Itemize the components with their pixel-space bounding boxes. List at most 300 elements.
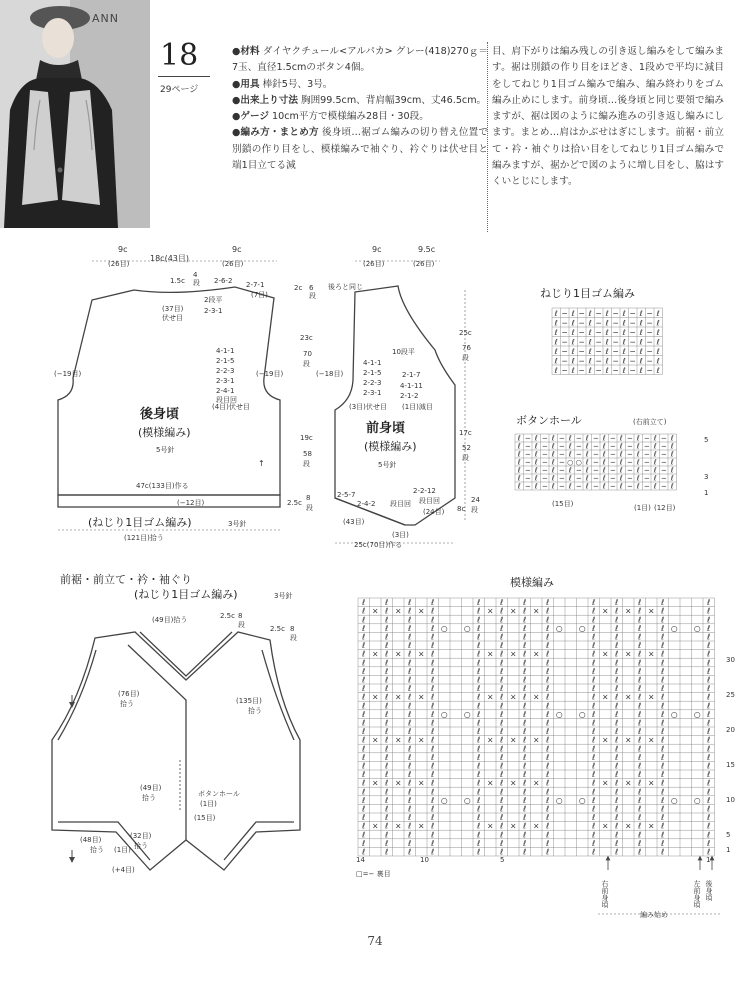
front-r-3: 段 — [462, 354, 469, 362]
stitch-symbol: ℓ — [638, 752, 642, 762]
stitch-symbol: ℓ — [385, 735, 389, 745]
stitch-symbol: ℓ — [638, 649, 642, 659]
edging-sub: (ねじり1目ゴム編み) — [134, 588, 238, 601]
stitch-symbol: ℓ — [431, 804, 435, 814]
stitch-symbol: ℓ — [656, 347, 660, 356]
front-r-6: 段 — [462, 454, 469, 462]
stitch-symbol: ℓ — [523, 838, 527, 848]
stitch-symbol: ℓ — [477, 649, 481, 659]
pattern-col-1: 1 — [706, 856, 711, 864]
stitch-symbol: ℓ — [500, 658, 504, 668]
stitch-symbol: ℓ — [661, 847, 665, 857]
stitch-symbol: − — [609, 465, 616, 475]
stitch-symbol: ℓ — [408, 778, 412, 788]
stitch-symbol: ℓ — [362, 787, 366, 797]
stitch-symbol: ℓ — [661, 675, 665, 685]
stitch-symbol: ℓ — [653, 449, 657, 459]
back-hem: 47c(133目)作る — [136, 482, 189, 490]
edging-l11: 拾う — [248, 707, 262, 715]
back-neck-3: 段 — [193, 279, 200, 287]
stitch-symbol: ℓ — [592, 761, 596, 771]
stitch-symbol: ℓ — [653, 465, 657, 475]
stitch-symbol: ℓ — [385, 666, 389, 676]
vest-outline — [52, 632, 300, 870]
stitch-symbol: ℓ — [523, 701, 527, 711]
stitch-symbol: ℓ — [385, 813, 389, 823]
stitch-symbol: ℓ — [477, 830, 481, 840]
stitch-symbol: ℓ — [638, 795, 642, 805]
stitch-symbol: ℓ — [362, 649, 366, 659]
stitch-symbol: ℓ — [638, 675, 642, 685]
front-pattern: (模様編み) — [364, 440, 417, 453]
stitch-symbol: ℓ — [431, 735, 435, 745]
stitch-symbol: ℓ — [546, 761, 550, 771]
stitch-symbol: ℓ — [500, 770, 504, 780]
pattern-start: 編み始め — [640, 911, 668, 919]
stitch-symbol: ℓ — [639, 347, 643, 356]
stitch-symbol: ℓ — [362, 709, 366, 719]
back-dim-5: (26目) — [222, 260, 244, 268]
stitch-symbol: − — [643, 465, 650, 475]
stitch-symbol: ℓ — [661, 830, 665, 840]
stitch-symbol: ℓ — [500, 718, 504, 728]
stitch-symbol: − — [629, 318, 636, 328]
stitch-symbol: ℓ — [477, 761, 481, 771]
stitch-symbol: ℓ — [602, 473, 606, 483]
stitch-symbol: × — [602, 692, 609, 702]
back-arm-1: 4-1-1 — [216, 347, 235, 355]
stitch-symbol: ℓ — [431, 615, 435, 625]
back-neck-8: (7目) — [251, 291, 268, 299]
pattern-col-10: 10 — [420, 856, 429, 864]
stitch-symbol: ℓ — [661, 821, 665, 831]
stitch-symbol: ℓ — [615, 649, 619, 659]
edging-l16: (15目) — [194, 814, 216, 822]
stitch-symbol: × — [487, 778, 494, 788]
stitch-symbol: ℓ — [615, 641, 619, 651]
stitch-symbol: ℓ — [385, 598, 389, 608]
back-arm-3: 2-2-3 — [216, 367, 235, 375]
stitch-symbol: ℓ — [362, 727, 366, 737]
stitch-symbol: ℓ — [362, 598, 366, 608]
stitch-symbol: ℓ — [408, 641, 412, 651]
stitch-symbol: ℓ — [707, 606, 711, 616]
stitch-symbol: ℓ — [656, 356, 660, 366]
stitch-symbol: − — [643, 441, 650, 451]
stitch-symbol: ℓ — [362, 813, 366, 823]
stitch-symbol: − — [612, 328, 619, 337]
stitch-symbol: ℓ — [605, 309, 609, 318]
stitch-symbol: ℓ — [523, 813, 527, 823]
page-reference: 29ページ — [160, 85, 199, 95]
stitch-symbol: ℓ — [546, 701, 550, 711]
stitch-symbol: ℓ — [431, 752, 435, 762]
stitch-symbol: ℓ — [477, 847, 481, 857]
stitch-symbol: ℓ — [707, 718, 711, 728]
stitch-symbol: ℓ — [636, 457, 640, 467]
stitch-symbol: ○ — [575, 457, 582, 467]
stitch-symbol: ℓ — [500, 778, 504, 788]
stitch-symbol: ℓ — [707, 727, 711, 737]
stitch-symbol: ℓ — [408, 838, 412, 848]
stitch-symbol: ℓ — [592, 632, 596, 642]
stitch-symbol: ℓ — [588, 318, 592, 328]
stitch-symbol: ℓ — [656, 328, 660, 337]
stitch-symbol: ℓ — [408, 804, 412, 814]
stitch-symbol: × — [533, 735, 540, 745]
stitch-symbol: ℓ — [615, 761, 619, 771]
stitch-symbol: ℓ — [408, 821, 412, 831]
stitch-symbol: ℓ — [500, 598, 504, 608]
stitch-symbol: × — [625, 821, 632, 831]
stitch-symbol: ℓ — [707, 675, 711, 685]
stitch-symbol: ℓ — [592, 709, 596, 719]
stitch-symbol: − — [626, 433, 633, 443]
edging-l13: 拾う — [142, 794, 156, 802]
stitch-symbol: ℓ — [585, 457, 589, 467]
stitch-symbol: ℓ — [362, 615, 366, 625]
stitch-symbol: − — [626, 441, 633, 451]
stitch-symbol: ℓ — [477, 675, 481, 685]
stitch-symbol: − — [558, 465, 565, 475]
stitch-symbol: ℓ — [523, 761, 527, 771]
stitch-symbol: ℓ — [546, 795, 550, 805]
stitch-symbol: − — [646, 347, 653, 356]
stitch-symbol: ℓ — [661, 615, 665, 625]
stitch-symbol: − — [592, 441, 599, 451]
stitch-symbol: ℓ — [622, 318, 626, 328]
stitch-symbol: ℓ — [615, 770, 619, 780]
stitch-symbol: ℓ — [707, 813, 711, 823]
stitch-symbol: ℓ — [500, 838, 504, 848]
front-h-2: 70 — [303, 350, 312, 358]
edging-l6: 8 — [290, 625, 295, 633]
stitch-symbol: ℓ — [639, 318, 643, 328]
back-neck-1: 1.5c — [170, 277, 185, 285]
stitch-symbol: ℓ — [707, 744, 711, 754]
stitch-symbol: ℓ — [661, 709, 665, 719]
stitch-symbol: ℓ — [523, 684, 527, 694]
stitch-symbol: − — [541, 441, 548, 451]
stitch-symbol: ℓ — [362, 666, 366, 676]
stitch-symbol: × — [648, 735, 655, 745]
stitch-symbol: ℓ — [477, 727, 481, 737]
stitch-symbol: × — [372, 692, 379, 702]
stitch-symbol: ℓ — [661, 649, 665, 659]
stitch-symbol: ℓ — [585, 465, 589, 475]
stitch-symbol: ℓ — [619, 441, 623, 451]
stitch-symbol: ℓ — [523, 735, 527, 745]
stitch-symbol: ℓ — [385, 752, 389, 762]
stitch-symbol: × — [602, 606, 609, 616]
stitch-symbol: ℓ — [385, 830, 389, 840]
pattern-number: 18 — [160, 38, 199, 73]
back-neck-9: 2段平 — [204, 296, 223, 304]
front-neck-9: (3目)伏せ目 — [349, 403, 387, 411]
stitch-symbol: ℓ — [707, 770, 711, 780]
edging-l3: 8 — [238, 612, 243, 620]
stitch-symbol: ℓ — [408, 761, 412, 771]
stitch-symbol: − — [595, 356, 602, 366]
stitch-symbol: ℓ — [385, 641, 389, 651]
front-r-5: 52 — [462, 444, 471, 452]
stitch-symbol: ℓ — [534, 441, 538, 451]
stitch-symbol: ℓ — [638, 658, 642, 668]
stitch-symbol: ℓ — [385, 727, 389, 737]
front-neck-3: 2-1-5 — [363, 369, 382, 377]
stitch-symbol: − — [595, 318, 602, 328]
buttonhole-row-5: 5 — [704, 436, 709, 444]
back-body-diagram — [54, 245, 284, 542]
stitch-symbol: × — [487, 735, 494, 745]
stitch-symbol: − — [595, 337, 602, 347]
stitch-symbol: − — [612, 318, 619, 328]
stitch-symbol: ℓ — [362, 795, 366, 805]
material-text: ダイヤクチュール<アルパカ> グレー(418)270ｇ＝7玉、直径1.5cmのボタン4個。 — [232, 46, 488, 74]
stitch-symbol: ℓ — [517, 441, 521, 451]
stitch-symbol: ℓ — [500, 666, 504, 676]
stitch-symbol: ℓ — [661, 684, 665, 694]
stitch-symbol: ℓ — [551, 441, 555, 451]
size-text: 胸囲99.5cm、背肩幅39cm、丈46.5cm。 — [301, 94, 487, 106]
stitch-symbol: − — [575, 449, 582, 459]
stitch-symbol: − — [643, 449, 650, 459]
pattern-col-5: 5 — [500, 856, 505, 864]
stitch-symbol: ℓ — [362, 770, 366, 780]
stitch-symbol: ℓ — [431, 838, 435, 848]
stitch-symbol: ℓ — [362, 804, 366, 814]
stitch-symbol: ℓ — [500, 623, 504, 633]
stitch-symbol: ℓ — [656, 337, 660, 347]
stitch-symbol: × — [533, 692, 540, 702]
stitch-symbol: − — [575, 433, 582, 443]
front-title: 前身頃 — [366, 421, 406, 436]
stitch-symbol: − — [558, 473, 565, 483]
stitch-symbol: × — [533, 606, 540, 616]
stitch-symbol: ℓ — [500, 744, 504, 754]
stitch-symbol: ℓ — [431, 821, 435, 831]
stitch-symbol: ℓ — [477, 623, 481, 633]
stitch-symbol: ℓ — [431, 701, 435, 711]
method-label: ●編み方・まとめ方 — [232, 127, 319, 139]
stitch-symbol: ℓ — [592, 598, 596, 608]
back-rib-band — [58, 495, 280, 507]
front-dim-1: 9c — [372, 245, 382, 254]
back-neck-4: (37目) — [162, 305, 184, 313]
stitch-symbol: ℓ — [534, 481, 538, 491]
stitch-symbol: × — [395, 692, 402, 702]
stitch-symbol: ℓ — [619, 449, 623, 459]
stitch-symbol: ℓ — [615, 701, 619, 711]
stitch-symbol: ℓ — [500, 606, 504, 616]
stitch-symbol: × — [625, 606, 632, 616]
stitch-symbol: − — [626, 457, 633, 467]
stitch-symbol: × — [372, 735, 379, 745]
stitch-symbol: ℓ — [707, 598, 711, 608]
stitch-symbol: ℓ — [571, 347, 575, 356]
stitch-symbol: ℓ — [408, 735, 412, 745]
stitch-symbol: ℓ — [670, 473, 674, 483]
stitch-symbol: ℓ — [638, 684, 642, 694]
stitch-symbol: ℓ — [546, 692, 550, 702]
stitch-symbol: ℓ — [385, 847, 389, 857]
stitch-symbol: − — [609, 457, 616, 467]
stitch-symbol: ℓ — [385, 623, 389, 633]
stitch-symbol: ℓ — [551, 465, 555, 475]
edging-l17: (48目) — [80, 836, 102, 844]
stitch-symbol: ℓ — [551, 473, 555, 483]
stitch-symbol: − — [629, 347, 636, 356]
stitch-symbol: ℓ — [636, 473, 640, 483]
stitch-symbol: ℓ — [661, 623, 665, 633]
stitch-symbol: ℓ — [707, 778, 711, 788]
stitch-symbol: ℓ — [431, 658, 435, 668]
front-neck-10: (1目)減目 — [402, 403, 433, 411]
stitch-symbol: ℓ — [546, 787, 550, 797]
twisted-rib-title: ねじり1目ゴム編み — [540, 287, 635, 300]
stitch-symbol: ℓ — [385, 606, 389, 616]
stitch-symbol: ○ — [567, 457, 574, 467]
stitch-symbol: ℓ — [385, 804, 389, 814]
stitch-symbol: ℓ — [707, 735, 711, 745]
stitch-symbol: ℓ — [571, 328, 575, 337]
stitch-symbol: ℓ — [477, 804, 481, 814]
stitch-symbol: − — [575, 465, 582, 475]
stitch-symbol: × — [395, 606, 402, 616]
stitch-symbol: − — [660, 433, 667, 443]
stitch-symbol: ℓ — [585, 449, 589, 459]
stitch-symbol: ℓ — [385, 684, 389, 694]
stitch-symbol: ℓ — [707, 804, 711, 814]
stitch-symbol: ℓ — [636, 449, 640, 459]
stitch-symbol: ℓ — [636, 481, 640, 491]
stitch-symbol: ℓ — [408, 795, 412, 805]
stitch-symbol: ℓ — [602, 481, 606, 491]
stitch-symbol: − — [541, 465, 548, 475]
stitch-symbol: ℓ — [656, 318, 660, 328]
stitch-symbol: ℓ — [408, 684, 412, 694]
edging-l7: 段 — [290, 634, 297, 642]
stitch-symbol: ℓ — [500, 821, 504, 831]
back-dim-2: (26目) — [108, 260, 130, 268]
stitch-symbol: ℓ — [500, 692, 504, 702]
stitch-symbol: ℓ — [431, 744, 435, 754]
stitch-symbol: ℓ — [546, 684, 550, 694]
stitch-symbol: ℓ — [408, 727, 412, 737]
stitch-symbol: ℓ — [431, 813, 435, 823]
stitch-symbol: ℓ — [477, 606, 481, 616]
stitch-symbol: − — [592, 481, 599, 491]
stitch-symbol: ℓ — [707, 761, 711, 771]
stitch-symbol: − — [578, 309, 585, 318]
stitch-symbol: ℓ — [656, 366, 660, 375]
back-neck-7: 2-7-1 — [246, 281, 265, 289]
stitch-symbol: − — [578, 356, 585, 366]
back-neck-5: 伏せ目 — [162, 314, 183, 322]
stitch-symbol: ℓ — [385, 821, 389, 831]
stitch-symbol: ℓ — [477, 701, 481, 711]
front-r-9: 段 — [471, 506, 478, 514]
stitch-symbol: ℓ — [585, 481, 589, 491]
back-hem-dec: (−12目) — [177, 499, 205, 507]
stitch-symbol: ℓ — [431, 649, 435, 659]
stitch-symbol: ℓ — [523, 709, 527, 719]
pattern-mark-back: 後身頃 — [705, 880, 713, 901]
stitch-symbol: ℓ — [592, 718, 596, 728]
back-arm-2: 2-1-5 — [216, 357, 235, 365]
edging-l10: (135目) — [236, 697, 262, 705]
twisted-rib-chart — [540, 286, 663, 375]
pattern-row-10: 10 — [726, 796, 735, 804]
stitch-symbol: ℓ — [707, 752, 711, 762]
stitch-symbol: ℓ — [523, 787, 527, 797]
stitch-symbol: − — [646, 328, 653, 337]
back-dim-4: 9c — [232, 245, 242, 254]
stitch-symbol: ℓ — [362, 838, 366, 848]
stitch-symbol: ℓ — [568, 465, 572, 475]
buttonhole-label-3: (12目) — [654, 504, 676, 512]
stitch-symbol: ℓ — [477, 752, 481, 762]
front-shoulder-2: 6 — [309, 284, 314, 292]
stitch-symbol: ℓ — [408, 847, 412, 857]
stitch-symbol: ℓ — [638, 727, 642, 737]
front-hem-1: 2-5-7 — [337, 491, 356, 499]
stitch-symbol: × — [648, 606, 655, 616]
stitch-symbol: ○ — [693, 795, 701, 805]
stitch-symbol: ℓ — [653, 433, 657, 443]
stitch-symbol: ℓ — [362, 830, 366, 840]
edging-l19: (32目) — [130, 832, 152, 840]
stitch-symbol: × — [625, 649, 632, 659]
stitch-symbol: ℓ — [546, 623, 550, 633]
back-arm-5: 2-4-1 — [216, 387, 235, 395]
stitch-symbol: ℓ — [431, 847, 435, 857]
stitch-symbol: × — [487, 692, 494, 702]
front-neck-7: 4-1-11 — [400, 382, 423, 390]
stitch-symbol: ℓ — [431, 718, 435, 728]
stitch-symbol: − — [626, 481, 633, 491]
stitch-symbol: ℓ — [408, 770, 412, 780]
stitch-symbol: ℓ — [588, 347, 592, 356]
edging-l2: 2.5c — [220, 612, 235, 620]
back-arm-6: 段目回 — [216, 396, 237, 404]
stitch-symbol: ℓ — [592, 838, 596, 848]
stitch-symbol: ℓ — [592, 770, 596, 780]
stitch-symbol: ℓ — [656, 309, 660, 318]
stitch-symbol: − — [646, 366, 653, 375]
stitch-symbol: ℓ — [546, 847, 550, 857]
stitch-symbol: ℓ — [500, 727, 504, 737]
stitch-symbol: ℓ — [707, 666, 711, 676]
stitch-symbol: × — [418, 606, 425, 616]
stitch-symbol: ℓ — [408, 752, 412, 762]
stitch-symbol: ℓ — [554, 337, 558, 347]
edging-diagram — [52, 572, 300, 874]
stitch-symbol: ℓ — [602, 465, 606, 475]
stitch-symbol: ℓ — [546, 838, 550, 848]
stitch-symbol: ℓ — [523, 649, 527, 659]
buttonhole-chart — [515, 414, 708, 512]
stitch-symbol: ℓ — [500, 787, 504, 797]
stitch-symbol: ℓ — [431, 623, 435, 633]
stitch-symbol: ℓ — [615, 778, 619, 788]
stitch-symbol: ℓ — [636, 465, 640, 475]
gauge-label: ●ゲージ — [232, 111, 269, 123]
stitch-symbol: ℓ — [615, 847, 619, 857]
stitch-symbol: ℓ — [588, 356, 592, 366]
stitch-symbol: ℓ — [592, 847, 596, 857]
stitch-symbol: ℓ — [615, 658, 619, 668]
